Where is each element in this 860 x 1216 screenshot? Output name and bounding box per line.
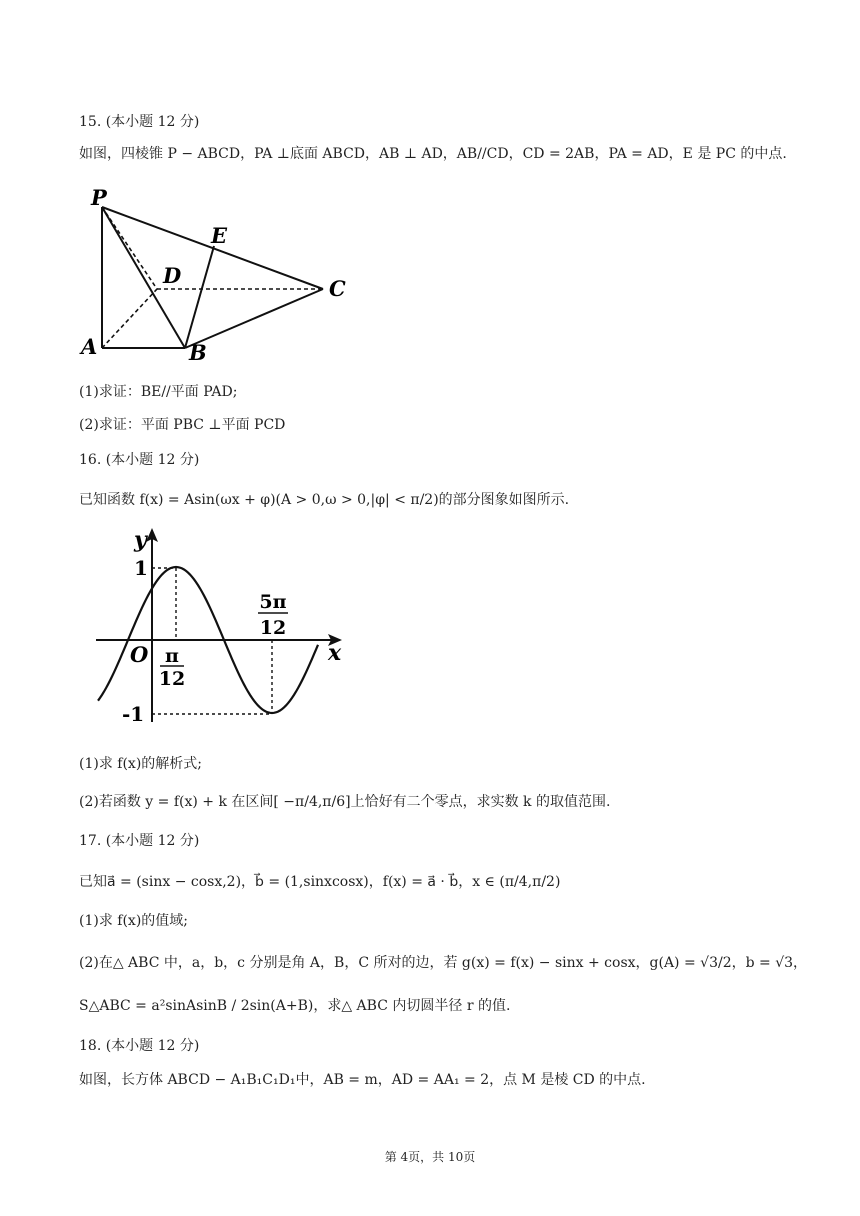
label-D: D [163, 263, 182, 288]
label-C: C [329, 276, 346, 301]
q17-header: 17. (本小题 12 分) [79, 833, 200, 849]
tick-pi-denominator: 12 [158, 668, 186, 690]
q18-stem: 如图，长方体 ABCD − A₁B₁C₁D₁中，AB = m，AD = AA₁ = 2，点 M 是棱 CD 的中点. [79, 1072, 646, 1088]
q17-part2b: S△ABC = a²sinAsinB / 2sin(A+B)，求△ ABC 内切圆半径 r 的值. [79, 998, 511, 1014]
q15-part2: (2)求证：平面 PBC ⊥平面 PCD [79, 417, 286, 433]
q18-header: 18. (本小题 12 分) [79, 1038, 200, 1054]
q15-header: 15. (本小题 12 分) [79, 114, 200, 130]
q15-part1: (1)求证：BE//平面 PAD; [79, 384, 238, 400]
label-B: B [189, 340, 207, 360]
q16-part1: (1)求 f(x)的解析式; [79, 756, 202, 772]
tick-label-1: 1 [134, 556, 148, 580]
tick-label-minus-1: -1 [122, 702, 145, 726]
pyramid-figure [75, 182, 360, 360]
q16-header: 16. (本小题 12 分) [79, 452, 200, 468]
x-axis-label: x [328, 640, 342, 666]
tick-pi-numerator: π [165, 645, 179, 667]
q17-part2a: (2)在△ ABC 中，a，b，c 分别是角 A，B，C 所对的边，若 g(x) = f(x) − sinx + cosx，g(A) = √3/2，b = √3， [79, 955, 808, 971]
label-E: E [211, 223, 228, 248]
q17-part1: (1)求 f(x)的值域; [79, 913, 188, 929]
q17-stem: 已知a⃗ = (sinx − cosx,2)，b⃗ = (1,sinxcosx)，f(x) = a⃗ · b⃗，x ∈ (π/4,π/2) [79, 874, 561, 890]
label-P: P [91, 185, 107, 210]
y-axis-label: y [134, 527, 147, 553]
tick-5pi-numerator: 5π [259, 591, 287, 613]
q16-stem: 已知函数 f(x) = Asin(ωx + φ)(A > 0,ω > 0,|φ| < π/2)的部分图象如图所示. [79, 492, 570, 508]
label-A: A [81, 334, 98, 359]
page-footer: 第 4页，共 10页 [384, 1150, 476, 1164]
sine-graph [90, 522, 360, 727]
q16-part2: (2)若函数 y = f(x) + k 在区间[ −π/4,π/6]上恰好有二个零点，求实数 k 的取值范围. [79, 794, 611, 810]
origin-label: O [130, 642, 149, 667]
tick-5pi-denominator: 12 [259, 617, 287, 639]
q15-stem: 如图，四棱锥 P − ABCD，PA ⊥底面 ABCD，AB ⊥ AD，AB//CD，CD = 2AB，PA = AD，E 是 PC 的中点. [79, 146, 787, 162]
